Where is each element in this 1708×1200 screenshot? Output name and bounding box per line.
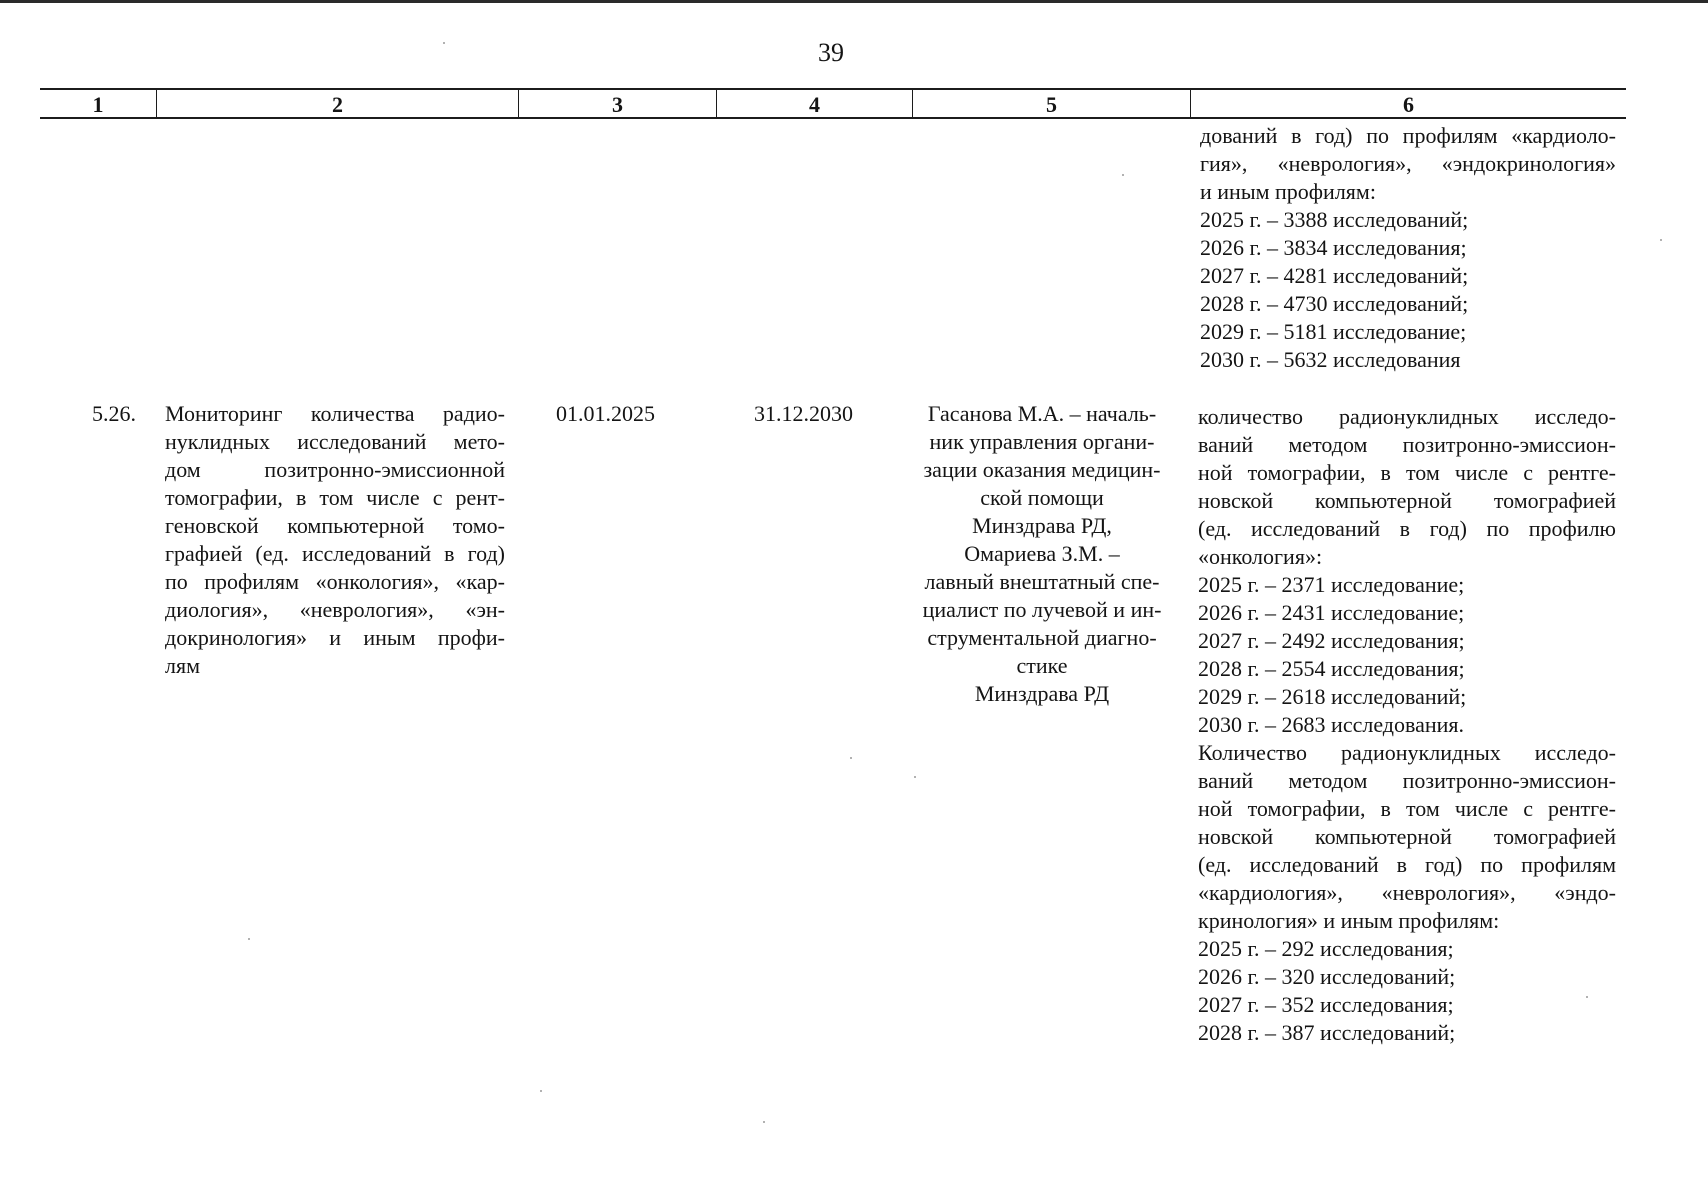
header-col-4: 4 <box>809 92 820 117</box>
text-line: (ед. исследований в год) по профилям <box>1198 852 1616 877</box>
text-line: струментальной диагно- <box>927 625 1157 650</box>
text-line: циалист по лучевой и ин- <box>922 597 1162 622</box>
text-line: 2030 г. – 2683 исследования. <box>1198 712 1465 737</box>
text-line: томографии, в том числе с рент- <box>165 485 505 510</box>
text-line: 2025 г. – 292 исследования; <box>1198 936 1454 961</box>
text-line: ской помощи <box>980 485 1104 510</box>
end-date: 31.12.2030 <box>754 401 853 426</box>
text-line: лавный внештатный спе- <box>924 569 1160 594</box>
header-col-6: 6 <box>1403 92 1414 117</box>
text-line: 2028 г. – 387 исследований; <box>1198 1020 1456 1045</box>
start-date: 01.01.2025 <box>556 401 655 426</box>
text-line: Минздрава РД, <box>972 513 1112 538</box>
text-line: геновской компьютерной томо- <box>165 513 505 538</box>
responsible-persons <box>908 400 1176 708</box>
scan-speck <box>1122 174 1124 176</box>
header-col-1: 1 <box>92 92 104 117</box>
text-line: ной томографии, в том числе с рентге- <box>1198 460 1616 485</box>
text-line: гия», «неврология», «эндокринология» <box>1200 151 1616 176</box>
text-line: 2026 г. – 320 исследований; <box>1198 964 1456 989</box>
text-line: 2027 г. – 352 исследования; <box>1198 992 1454 1017</box>
text-line: (ед. исследований в год) по профилю <box>1198 516 1616 541</box>
scan-speck <box>540 1090 542 1092</box>
text-line: 2028 г. – 4730 исследований; <box>1200 291 1469 316</box>
text-line: Омариева З.М. – <box>964 541 1120 566</box>
text-line: 2028 г. – 2554 исследования; <box>1198 656 1465 681</box>
text-line: 2029 г. – 2618 исследований; <box>1198 684 1467 709</box>
text-line: 2026 г. – 3834 исследования; <box>1200 235 1467 260</box>
text-line: количество радионуклидных исследо- <box>1198 404 1616 429</box>
text-line: Количество радионуклидных исследо- <box>1198 740 1616 765</box>
text-line: 2027 г. – 2492 исследования; <box>1198 628 1465 653</box>
text-line: и иным профилям: <box>1200 179 1376 204</box>
text-line: ваний методом позитронно-эмиссион- <box>1198 432 1616 457</box>
header-col-3: 3 <box>612 92 623 117</box>
scan-top-edge <box>0 0 1708 3</box>
text-line: 2027 г. – 4281 исследований; <box>1200 263 1469 288</box>
text-line: дований в год) по профилям «кардиоло- <box>1200 123 1616 148</box>
text-line: «онкология»: <box>1198 544 1323 569</box>
text-line: кринология» и иным профилям: <box>1198 908 1500 933</box>
text-line: 2025 г. – 2371 исследование; <box>1198 572 1465 597</box>
header-col-2: 2 <box>332 92 343 117</box>
text-line: 2029 г. – 5181 исследование; <box>1200 319 1467 344</box>
scan-speck <box>443 42 445 44</box>
text-line: стике <box>1016 653 1068 678</box>
text-line: Мониторинг количества радио- <box>165 401 505 426</box>
header-col-5: 5 <box>1046 92 1057 117</box>
scan-speck <box>248 938 250 940</box>
text-line: Гасанова М.А. – началь- <box>927 401 1157 426</box>
continuation-indicator-text <box>1200 122 1616 374</box>
text-line: новской компьютерной томографией <box>1198 824 1616 849</box>
text-line: Минздрава РД <box>974 681 1110 706</box>
page-number: 39 <box>818 38 844 67</box>
scan-speck <box>1586 996 1588 998</box>
text-line: ваний методом позитронно-эмиссион- <box>1198 768 1616 793</box>
scan-speck <box>1660 239 1662 241</box>
text-line: графией (ед. исследований в год) <box>165 541 505 566</box>
text-line: докринология» и иным профи- <box>165 625 505 650</box>
table-header-row <box>40 88 1626 119</box>
scan-speck <box>763 1121 765 1123</box>
indicator-values <box>1198 403 1616 1047</box>
text-line: зации оказания медицин- <box>923 457 1161 482</box>
text-line: «кардиология», «неврология», «эндо- <box>1198 880 1616 905</box>
text-line: новской компьютерной томографией <box>1198 488 1616 513</box>
text-line: ной томографии, в том числе с рентге- <box>1198 796 1616 821</box>
text-line: по профилям «онкология», «кар- <box>165 569 505 594</box>
scan-speck <box>914 776 916 778</box>
text-line: лям <box>165 653 201 678</box>
text-line: 2025 г. – 3388 исследований; <box>1200 207 1469 232</box>
text-line: диология», «неврология», «эн- <box>165 597 505 622</box>
text-line: 2030 г. – 5632 исследования <box>1200 347 1461 372</box>
text-line: 2026 г. – 2431 исследование; <box>1198 600 1465 625</box>
text-line: нуклидных исследований мето- <box>165 429 505 454</box>
row-description <box>165 400 505 680</box>
row-number: 5.26. <box>92 401 136 426</box>
scan-speck <box>850 757 852 759</box>
text-line: ник управления органи- <box>929 429 1155 454</box>
text-line: дом позитронно-эмиссионной <box>165 457 505 482</box>
